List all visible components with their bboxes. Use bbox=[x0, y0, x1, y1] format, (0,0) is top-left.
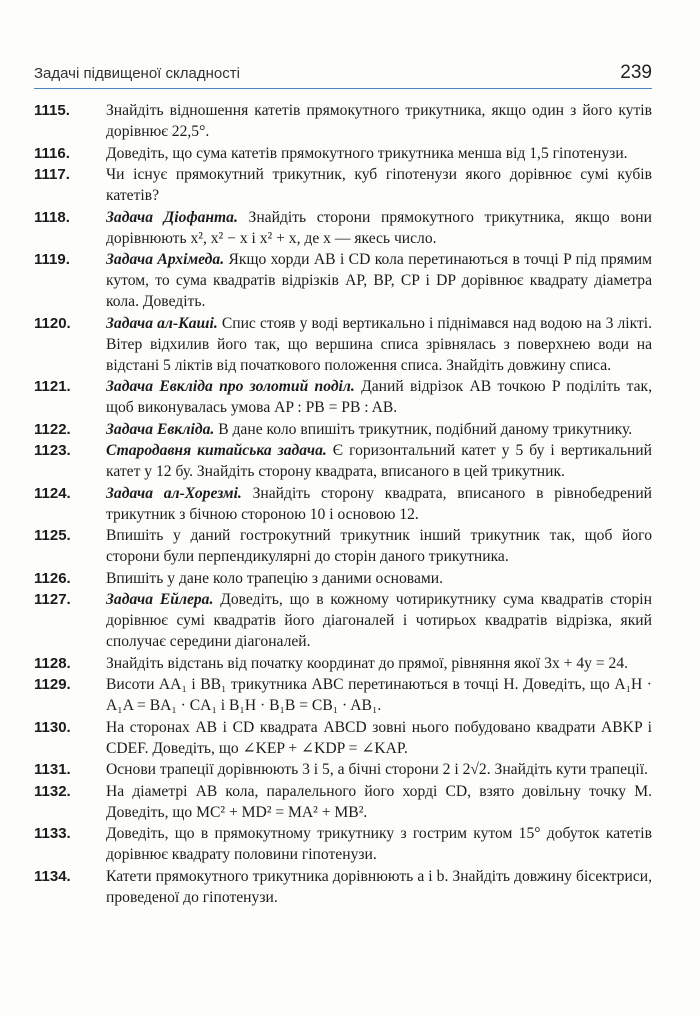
problem-text: Знайдіть відношення катетів прямокутного трикутника, якщо один з його кутів дорівнює 22,5°. bbox=[106, 102, 652, 140]
problem-title: Задача Евкліда. bbox=[106, 420, 215, 438]
problem-title: Стародавня китайська задача. bbox=[106, 442, 327, 459]
problem-text: Катети прямокутного трикутника дорівнюють a і b. Знайдіть довжину бісектриси, проведеної до гіпотенузи. bbox=[106, 867, 652, 906]
problem-1117 bbox=[34, 164, 652, 206]
problem-title: Задача Евкліда про золотий поділ. bbox=[106, 378, 355, 395]
problem-1130 bbox=[34, 717, 652, 759]
problem-text: В дане коло впишіть трикутник, подібний даному трикутнику. bbox=[218, 420, 633, 438]
problem-text: На сторонах AB і CD квадрата ABCD зовні нього побудовано квадрати ABKP і CDEF. Доведіть, що ∠KEP + ∠KDP = ∠KAP. bbox=[106, 718, 652, 757]
problem-text: Доведіть, що в кожному чотирикутнику сума квадратів сторін дорівнює сумі квадратів його діагоналей і чотирьох квадратів відрізка, який сполучає середини діагоналей. bbox=[106, 591, 652, 650]
problem-1118 bbox=[34, 207, 652, 249]
problem-1126 bbox=[34, 568, 652, 589]
problem-number: 1134. bbox=[34, 867, 71, 885]
page-header bbox=[34, 58, 652, 89]
problem-1125 bbox=[34, 525, 652, 567]
problem-text: Спис стояв у воді вертикально і піднімався над водою на 3 лікті. Вітер відхилив його так, що вершина списа зрівнялась з поверхнею води на відстані 5 ліктів від початкового положення списа. Знайдіть довжину списа. bbox=[106, 314, 653, 374]
problem-title: Задача Архімеда. bbox=[106, 251, 225, 268]
problem-1129 bbox=[34, 674, 652, 716]
problem-1123 bbox=[34, 440, 652, 482]
problem-text: Доведіть, що в прямокутному трикутнику з гострим кутом 15° добуток катетів дорівнює квадрату половини гіпотенузи. bbox=[106, 825, 652, 863]
problem-title: Задача ал-Каші. bbox=[106, 314, 218, 332]
problem-1120 bbox=[34, 313, 652, 376]
problem-text: Знайдіть сторону квадрата, вписаного в рівнобедрений трикутник з бічною стороною 10 і основою 12. bbox=[106, 484, 653, 523]
problem-number: 1127. bbox=[34, 591, 71, 608]
problem-text: Якщо хорди AB і CD кола перетинаються в точці P під прямим кутом, то сума квадратів відрізків AP, BP, CP і DP дорівнює квадрату діаметра кола. Доведіть. bbox=[106, 251, 652, 310]
problem-title: Задача Ейлера. bbox=[106, 591, 214, 608]
problem-text: Чи існує прямокутний трикутник, куб гіпотенузи якого дорівнює сумі кубів катетів? bbox=[106, 166, 652, 204]
problem-number: 1125. bbox=[34, 527, 71, 544]
problem-text: Знайдіть сторони прямокутного трикутника, якщо вони дорівнюють x², x² − x і x² + x, де x — якесь число. bbox=[106, 208, 652, 247]
running-title: Задачі підвищеної складності bbox=[34, 65, 240, 82]
problem-number: 1122. bbox=[34, 420, 71, 438]
problem-1116 bbox=[34, 143, 652, 164]
problem-number: 1128. bbox=[34, 654, 71, 672]
problem-text: Впишіть у даний гострокутний трикутник інший трикутник так, щоб його сторони були перпендикулярні до сторін даного трикутника. bbox=[106, 527, 652, 565]
problem-number: 1132. bbox=[34, 782, 71, 800]
problem-text: Впишіть у дане коло трапецію з даними основами. bbox=[106, 569, 443, 587]
problem-text: Висоти AA₁ і BB₁ трикутника ABC перетинаються в точці H. Доведіть, що A₁H · A₁A = BA₁ · CA₁ і B₁H · B₁B = CB₁ · AB₁. bbox=[106, 676, 652, 714]
problem-number: 1119. bbox=[34, 251, 70, 268]
problem-1119 bbox=[34, 249, 652, 312]
problem-1128 bbox=[34, 653, 652, 674]
problem-number: 1117. bbox=[34, 166, 70, 183]
problem-text: Даний відрізок AB точкою P поділіть так, щоб виконувалась умова AP : PB = PB : AB. bbox=[106, 378, 652, 416]
problem-title: Задача ал-Хорезмі. bbox=[106, 484, 242, 502]
problem-text: Знайдіть відстань від початку координат до прямої, рівняння якої 3x + 4y = 24. bbox=[106, 654, 629, 672]
problem-text: Є горизонтальний катет у 5 бу і вертикальний катет у 12 бу. Знайдіть сторону квадрата, вписаного в цей трикутник. bbox=[106, 442, 652, 480]
problem-text: Основи трапеції дорівнюють 3 і 5, а бічні сторони 2 і 2√2. Знайдіть кути трапеції. bbox=[106, 761, 648, 778]
problem-number: 1115. bbox=[34, 102, 70, 119]
problem-text: На діаметрі AB кола, паралельного його хорді CD, взято довільну точку M. Доведіть, що MC² + MD² = MA² + MB². bbox=[106, 782, 652, 821]
problem-number: 1118. bbox=[34, 208, 70, 226]
problem-number: 1124. bbox=[34, 484, 71, 502]
problem-list bbox=[34, 100, 652, 908]
problem-text: Доведіть, що сума катетів прямокутного трикутника менша від 1,5 гіпотенузи. bbox=[106, 144, 628, 162]
problem-1133 bbox=[34, 823, 652, 865]
problem-1124 bbox=[34, 483, 652, 525]
problem-number: 1130. bbox=[34, 718, 71, 736]
problem-1127 bbox=[34, 589, 652, 652]
problem-1122 bbox=[34, 419, 652, 440]
problem-1131 bbox=[34, 759, 652, 780]
problem-number: 1131. bbox=[34, 761, 71, 778]
page-number: 239 bbox=[620, 62, 652, 83]
problem-title: Задача Діофанта. bbox=[106, 208, 238, 226]
problem-1121 bbox=[34, 376, 652, 418]
problem-number: 1126. bbox=[34, 569, 71, 587]
problem-number: 1123. bbox=[34, 442, 71, 459]
problem-1134 bbox=[34, 866, 652, 908]
problem-number: 1116. bbox=[34, 144, 70, 162]
problem-number: 1129. bbox=[34, 676, 71, 693]
problem-1132 bbox=[34, 781, 652, 823]
problem-number: 1120. bbox=[34, 314, 71, 332]
problem-1115 bbox=[34, 100, 652, 142]
problem-number: 1121. bbox=[34, 378, 71, 395]
problem-number: 1133. bbox=[34, 825, 71, 842]
